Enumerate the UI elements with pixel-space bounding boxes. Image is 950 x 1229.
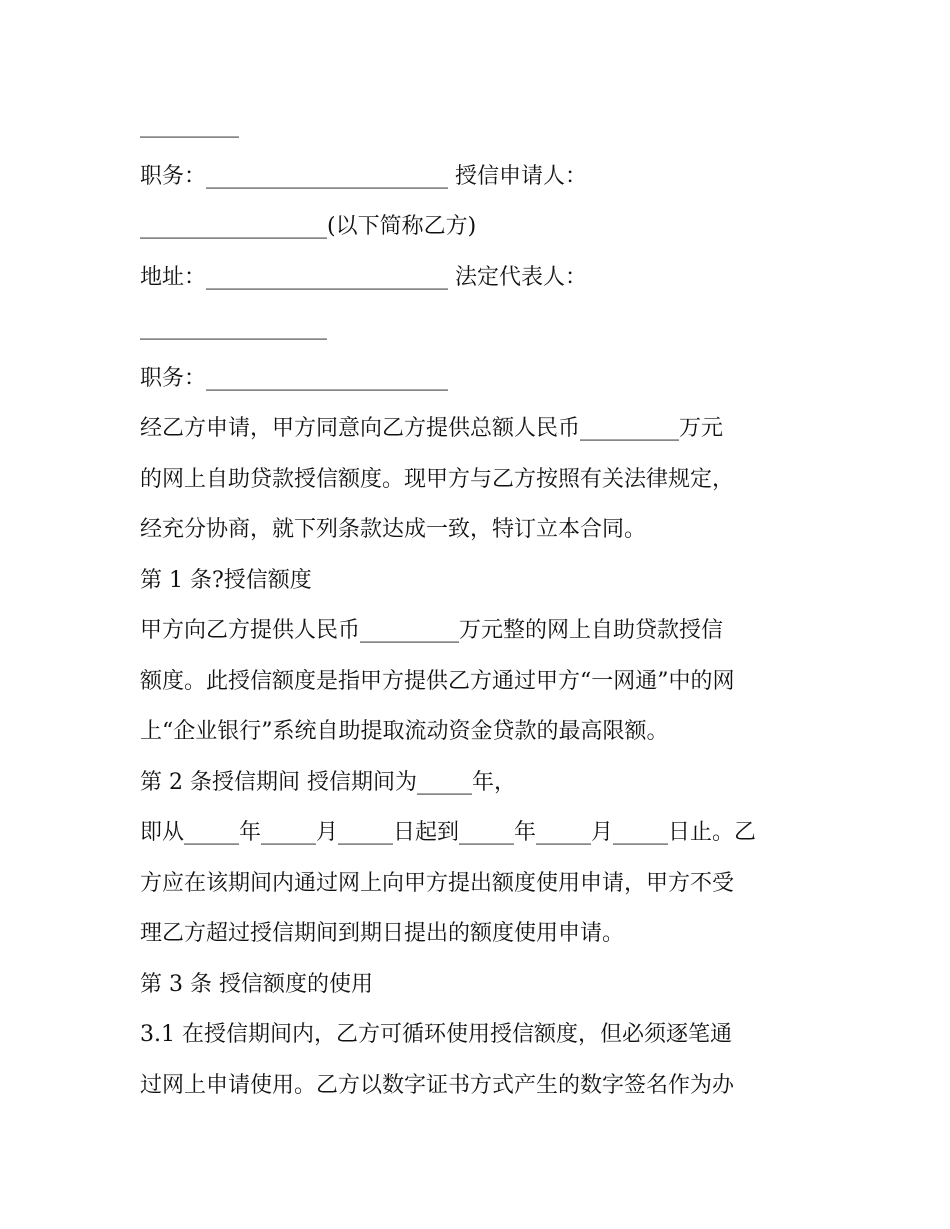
signature-blank-line: _________ (140, 113, 239, 138)
preamble-line-1: 经乙方申请，甲方同意向乙方提供总额人民币_________万元 (140, 416, 724, 441)
article-1-heading: 第 1 条?授信额度 (140, 567, 312, 593)
article-1-line-2: 额度。此授信额度是指甲方提供乙方通过甲方“一网通”中的网 (140, 668, 735, 694)
article-2-line-1: 即从_____年_____月_____日起到_____年_____月_____日止。乙 (140, 820, 757, 845)
article-2-line-3: 理乙方超过授信期间到期日提出的额度使用申请。 (140, 921, 625, 946)
applicant-name-line: _________________(以下简称乙方) (140, 214, 477, 239)
article-3-line-1: 3.1 在授信期间内，乙方可循环使用授信额度，但必须逐笔通 (140, 1022, 732, 1047)
preamble-line-3: 经充分协商，就下列条款达成一致，特订立本合同。 (140, 517, 647, 542)
article-2-line-2: 方应在该期间内通过网上向甲方提出额度使用申请，甲方不受 (140, 870, 735, 896)
article-3-line-2: 过网上申请使用。乙方以数字证书方式产生的数字签名作为办 (140, 1072, 735, 1098)
applicant-position-line: 职务：______________________ (140, 365, 449, 391)
article-1-line-3: 上“企业银行”系统自助提取流动资金贷款的最高限额。 (140, 719, 669, 744)
legal-rep-blank-line: _________________ (140, 315, 327, 340)
lender-position-line: 职务：______________________ 授信申请人： (140, 163, 587, 189)
document-body (140, 101, 820, 1111)
preamble-line-2: 的网上自助贷款授信额度。现甲方与乙方按照有关法律规定， (140, 466, 735, 492)
article-1-line-1: 甲方向乙方提供人民币_________万元整的网上自助贷款授信 (140, 618, 724, 643)
applicant-address-line: 地址：______________________ 法定代表人： (140, 264, 587, 290)
article-3-heading: 第 3 条 授信额度的使用 (140, 971, 373, 997)
article-2-heading: 第 2 条授信期间 授信期间为_____年， (140, 769, 516, 795)
